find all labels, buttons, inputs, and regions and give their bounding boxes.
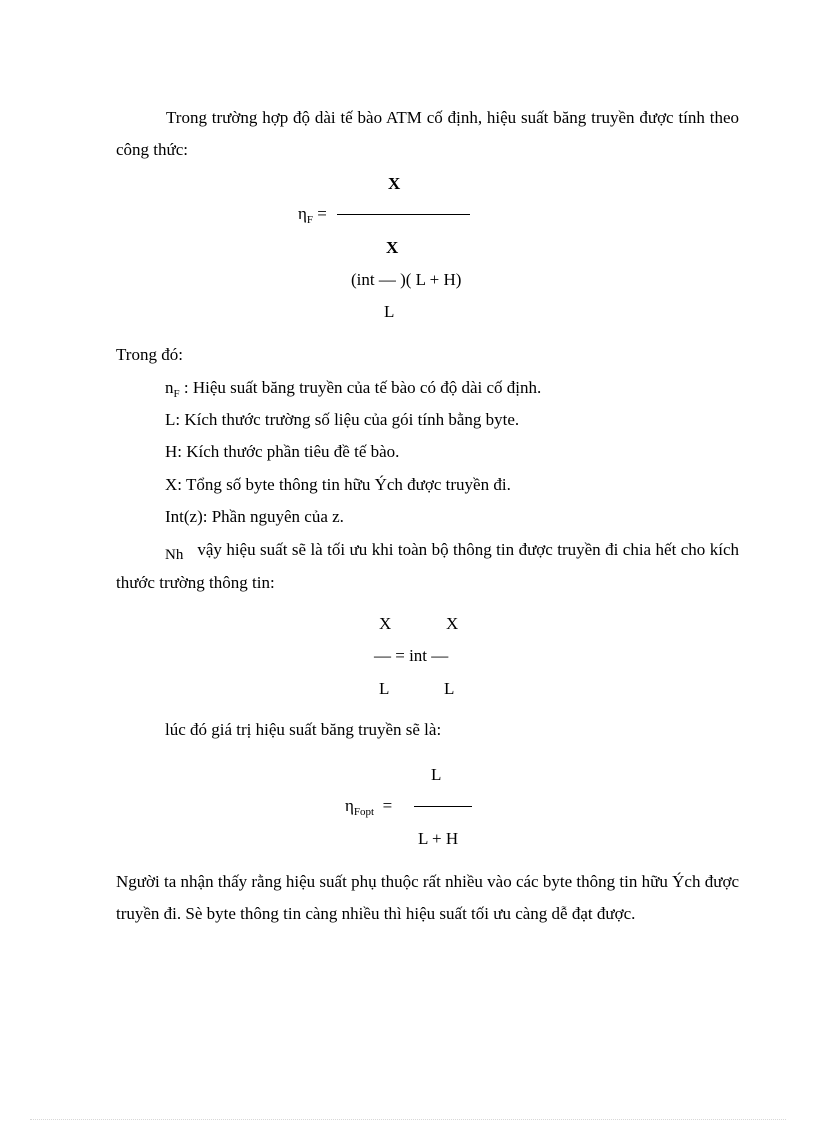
optimal-text: vậy hiệu suất sẽ là tối ưu khi toàn bộ thông tin được truyền đi chia hết cho kích thước trường thông tin: (116, 540, 739, 592)
then-label: lúc đó giá trị hiệu suất băng truyền sẽ là: (165, 720, 442, 739)
formula3-numerator: L (431, 765, 442, 784)
formula1-inner-numerator: X (386, 238, 399, 257)
formula1-lhs (298, 205, 327, 226)
definition-item: X: Tổng số byte thông tin hữu Ých được truyền đi. (165, 475, 511, 494)
where-label: Trong đó: (116, 345, 183, 364)
definition-item: L: Kích thước trường số liệu của gói tính bằng byte. (165, 410, 520, 429)
formula2-right-denominator: L (444, 679, 455, 698)
optimal-lead: Nh (165, 547, 184, 563)
conclusion-paragraph: Người ta nhận thấy rằng hiệu suất phụ thuộc rất nhiều vào các byte thông tin hữu Ých được truyền đi. Sè byte thông tin càng nhiều thì hiệu suất tối ưu càng dễ đạt được. (116, 872, 739, 923)
formula1-denominator-expr: (int — )( L + H) (351, 270, 462, 289)
formula2-left-numerator: X (379, 614, 392, 633)
definition-item (165, 378, 541, 400)
intro-paragraph: Trong trường hợp độ dài tế bào ATM cố định, hiệu suất băng truyền được tính theo công thức: (116, 108, 739, 159)
formula3-fraction-bar (414, 806, 472, 807)
formula3-subscript: Fopt (353, 806, 375, 818)
formula1-numerator: X (388, 174, 401, 193)
definition-item: H: Kích thước phần tiêu đề tế bào. (165, 442, 400, 461)
formula2-middle: — = int — (374, 646, 449, 665)
definition-text: : Hiệu suất băng truyền của tế bào có độ dài cố định. (179, 378, 542, 397)
formula2-right-numerator: X (446, 614, 459, 633)
formula3-lhs (345, 797, 392, 818)
formula1-fraction-bar (337, 214, 470, 215)
formula3-equals: = (382, 796, 393, 815)
definition-subscript: F (173, 388, 180, 400)
definition-item: Int(z): Phần nguyên của z. (165, 507, 344, 526)
formula1-inner-denominator: L (384, 302, 395, 321)
formula3-eta: η (345, 796, 354, 815)
formula3-denominator: L + H (418, 829, 459, 848)
optimal-paragraph (116, 534, 739, 599)
formula2-left-denominator: L (379, 679, 390, 698)
formula1-equals: = (317, 204, 327, 223)
formula1-subscript: F (306, 214, 314, 226)
page-bottom-border (30, 1119, 786, 1120)
formula1-eta: η (298, 204, 307, 223)
definition-symbol: n (165, 378, 174, 397)
